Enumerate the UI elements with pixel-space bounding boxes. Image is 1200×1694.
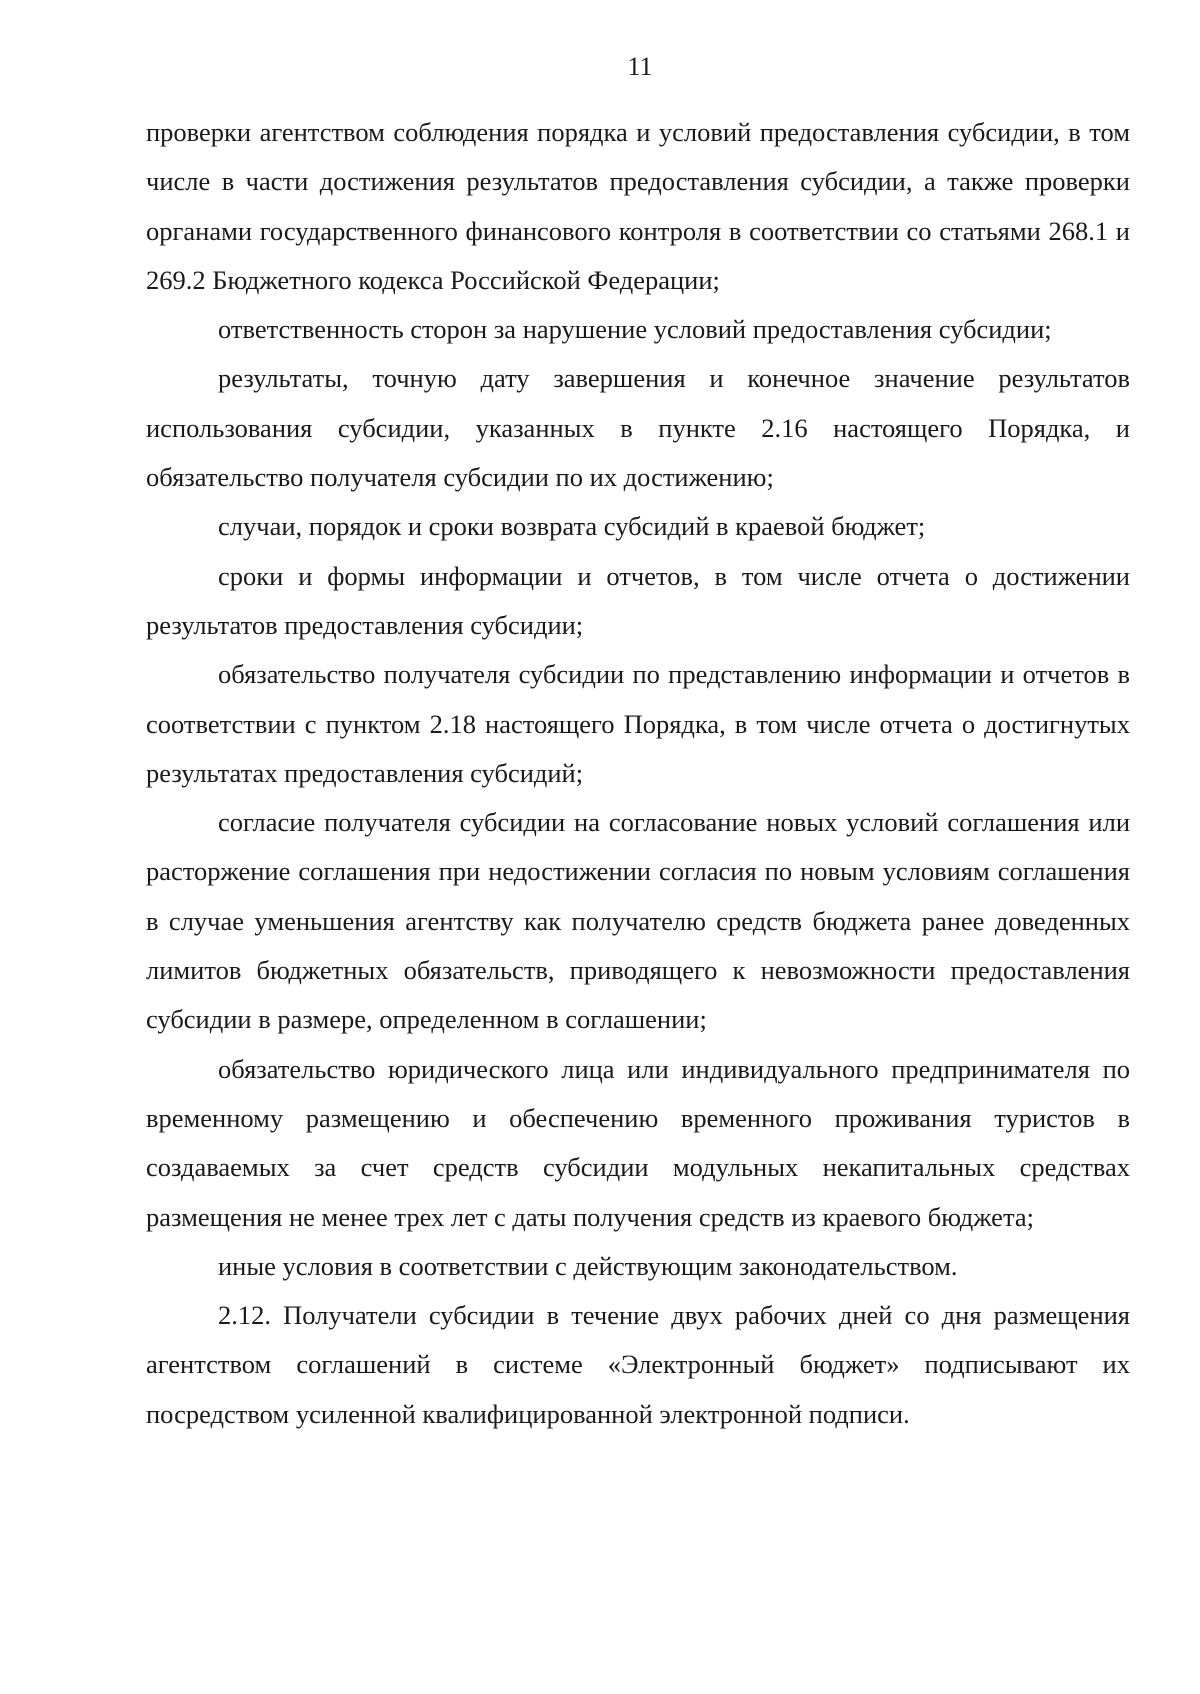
paragraph-section-2-12: 2.12. Получатели субсидии в течение двух рабочих дней со дня размещения агентством соглашений в системе «Электронный бюджет» подписывают их посредством усиленной квалифицированной электронной подписи. [146,1300,1130,1429]
paragraph: сроки и формы информации и отчетов, в том числе отчета о достижении результатов предоставления субсидии; [146,560,1130,640]
paragraph: согласие получателя субсидии на согласование новых условий соглашения или расторжение соглашения при недостижении согласия по новым условиям соглашения в случае уменьшения агентству как получателю средств бюджета ранее доведенных лимитов бюджетных обязательств, приводящего к невозможности предоставления субсидии в размере, определенном в соглашении; [146,807,1130,1035]
document-body [146,108,1130,1439]
paragraph: иные условия в соответствии с действующим законодательством. [218,1250,958,1281]
paragraph: ответственность сторон за нарушение условий предоставления субсидии; [218,314,1052,345]
paragraph: обязательство юридического лица или индивидуального предпринимателя по временному размещению и обеспечению временного проживания туристов в создаваемых за счет средств субсидии модульных некапитальных средствах размещения не менее трех лет с даты получения средств из краевого бюджета; [146,1053,1130,1232]
paragraph-continuation: проверки агентством соблюдения порядка и условий предоставления субсидии, в том числе в части достижения результатов предоставления субсидии, а также проверки органами государственного финансового контроля в соответствии со статьями 268.1 и 269.2 Бюджетного кодекса Российской Федерации; [146,117,1130,295]
page-number: 11 [627,52,653,81]
paragraph: результаты, точную дату завершения и конечное значение результатов использования субсидии, указанных в пункте 2.16 настоящего Порядка, и обязательство получателя субсидии по их достижению; [146,363,1130,493]
paragraph: обязательство получателя субсидии по представлению информации и отчетов в соответствии с пунктом 2.18 настоящего Порядка, в том числе отчета о достигнутых результатах предоставления субсидий; [146,659,1130,788]
paragraph: случаи, порядок и сроки возврата субсидий в краевой бюджет; [218,511,926,542]
